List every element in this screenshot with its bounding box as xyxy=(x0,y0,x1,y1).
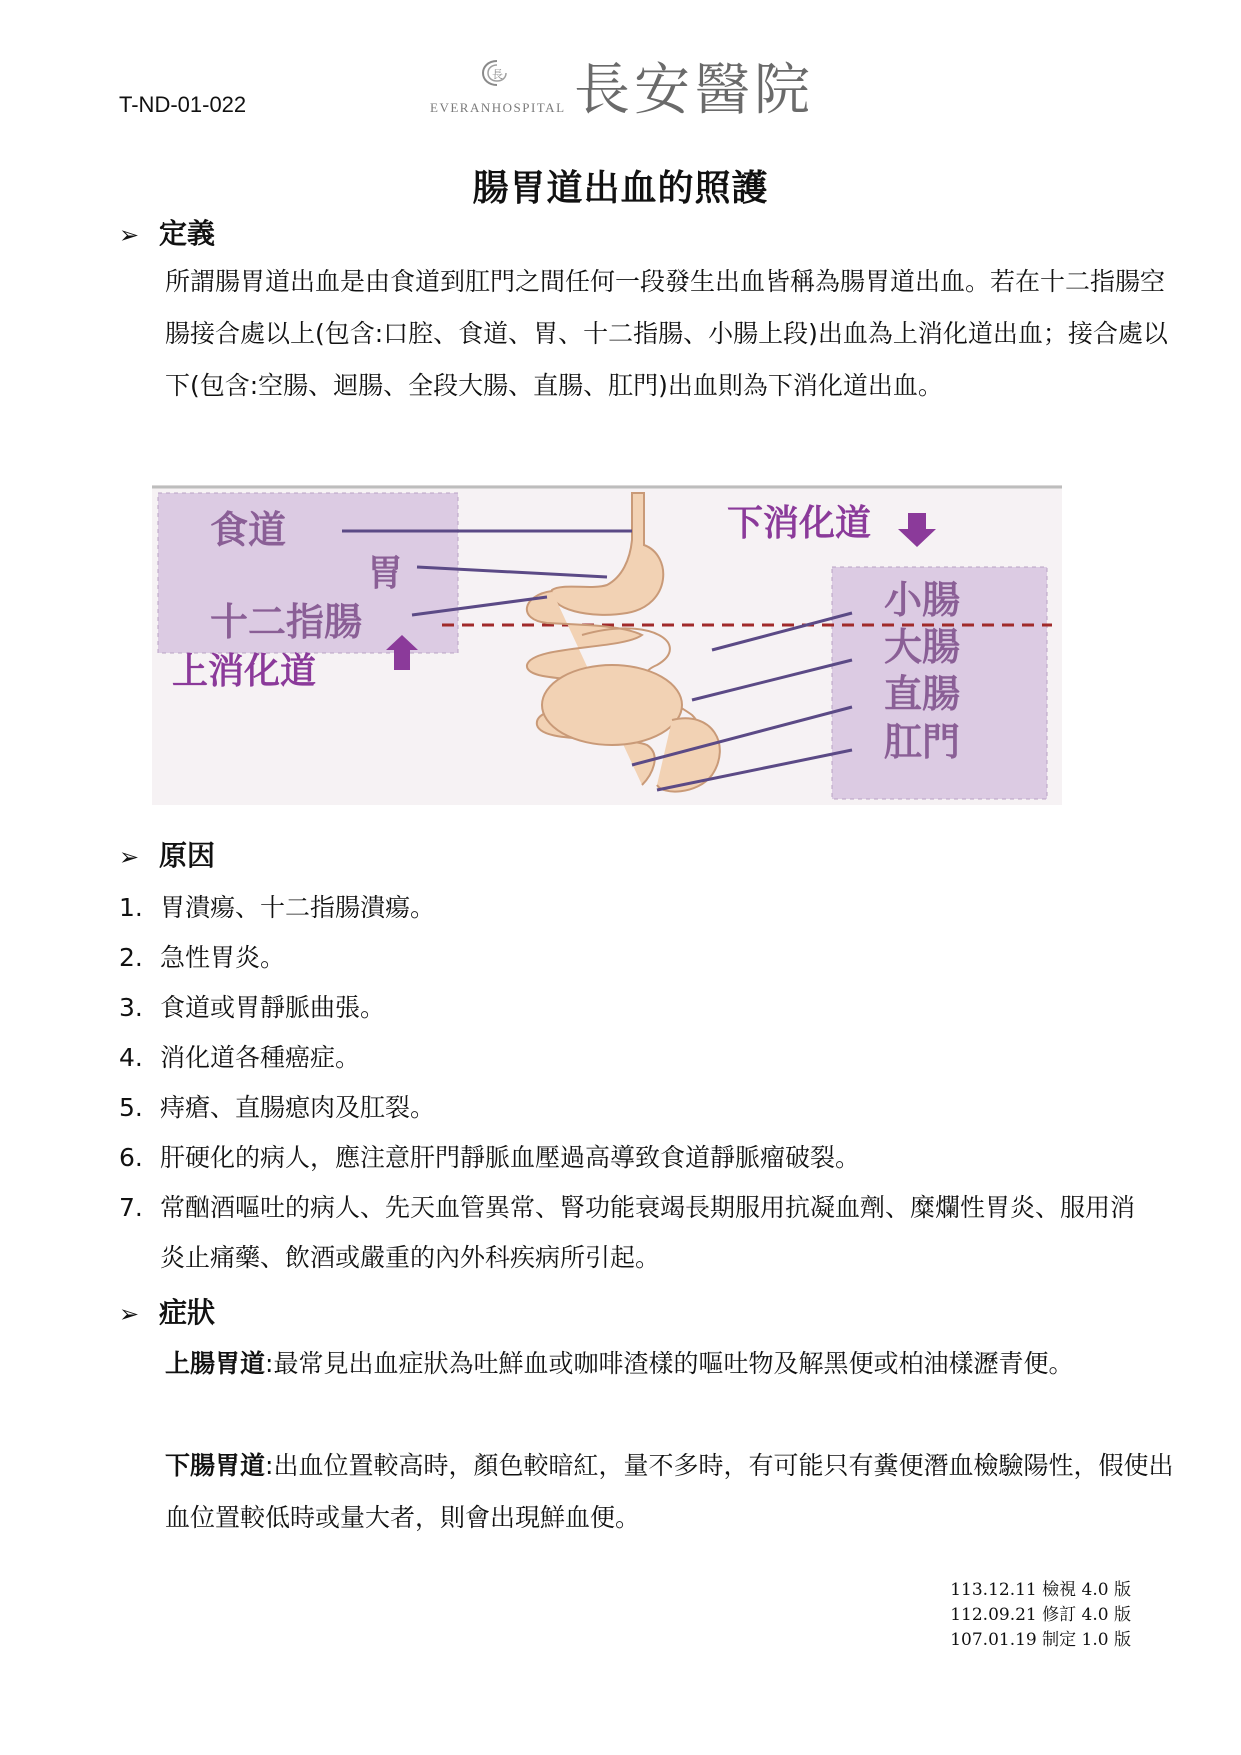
label-duodenum: 十二指腸 xyxy=(210,600,363,644)
item-number: 2. xyxy=(119,943,143,972)
label-upper-gi: 上消化道 xyxy=(172,651,317,692)
list-item xyxy=(119,1033,1139,1083)
logo-english-name: EVERANHOSPITAL xyxy=(430,100,566,115)
hospital-logo xyxy=(430,58,830,124)
section-heading-symptoms xyxy=(119,1291,215,1331)
heading-text: 症狀 xyxy=(159,1296,216,1329)
item-text: 常酗酒嘔吐的病人、先天血管異常、腎功能衰竭長期服用抗凝血劑、糜爛性胃炎、服用消炎止痛藥、飲酒或嚴重的內外科疾病所引起。 xyxy=(160,1193,1136,1272)
list-item xyxy=(119,883,1139,933)
symptom-lower-label: 下腸胃道 xyxy=(165,1451,266,1480)
symptom-upper-label: 上腸胃道 xyxy=(165,1349,266,1378)
item-number: 1. xyxy=(119,893,143,922)
bullet-arrow-icon: ➢ xyxy=(119,1300,140,1328)
item-text: 消化道各種癌症。 xyxy=(160,1043,361,1072)
label-rectum: 直腸 xyxy=(884,672,961,716)
item-text: 胃潰瘍、十二指腸潰瘍。 xyxy=(160,893,436,922)
document-code: T-ND-01-022 xyxy=(119,92,247,117)
list-item xyxy=(119,1133,1139,1183)
label-anus: 肛門 xyxy=(884,720,961,764)
section-heading-causes xyxy=(119,834,215,874)
item-number: 3. xyxy=(119,993,143,1022)
digestive-tract-diagram xyxy=(152,485,1062,805)
item-text: 肝硬化的病人，應注意肝門靜脈血壓過高導致食道靜脈瘤破裂。 xyxy=(160,1143,861,1172)
symptom-upper-paragraph xyxy=(119,1338,1175,1390)
svg-text:長: 長 xyxy=(492,68,503,81)
revision-line: 112.09.21 修訂 4.0 版 xyxy=(950,1605,1131,1625)
list-item xyxy=(119,1083,1139,1133)
list-item xyxy=(119,1183,1139,1283)
revision-line: 107.01.19 制定 1.0 版 xyxy=(950,1630,1131,1650)
hospital-emblem-icon xyxy=(480,58,514,88)
list-item xyxy=(119,983,1139,1033)
bullet-arrow-icon: ➢ xyxy=(119,843,140,871)
label-esophagus: 食道 xyxy=(210,508,287,552)
heading-text: 定義 xyxy=(159,217,216,250)
section-heading-definition xyxy=(119,212,215,252)
item-number: 7. xyxy=(119,1193,143,1222)
causes-list xyxy=(119,883,1139,1283)
item-number: 4. xyxy=(119,1043,143,1072)
symptom-lower-paragraph xyxy=(119,1440,1175,1544)
revision-line: 113.12.11 檢視 4.0 版 xyxy=(950,1580,1131,1600)
label-large-intestine: 大腸 xyxy=(884,625,961,669)
label-stomach: 胃 xyxy=(367,553,404,594)
list-item xyxy=(119,933,1139,983)
label-small-intestine: 小腸 xyxy=(884,578,961,622)
heading-text: 原因 xyxy=(159,839,216,872)
logo-chinese-name: 長安醫院 xyxy=(574,58,814,123)
item-text: 急性胃炎。 xyxy=(160,943,286,972)
item-text: 食道或胃靜脈曲張。 xyxy=(160,993,386,1022)
item-number: 5. xyxy=(119,1093,143,1122)
item-number: 6. xyxy=(119,1143,143,1172)
revision-history xyxy=(950,1578,1131,1653)
definition-paragraph: 所謂腸胃道出血是由食道到肛門之間任何一段發生出血皆稱為腸胃道出血。若在十二指腸空腸接合處以上(包含:口腔、食道、胃、十二指腸、小腸上段)出血為上消化道出血；接合處以下(包含:空腸、迴腸、全段大腸、直腸、肛門)出血則為下消化道出血。 xyxy=(165,267,1168,400)
label-lower-gi: 下消化道 xyxy=(727,503,872,544)
bullet-arrow-icon: ➢ xyxy=(119,221,140,249)
symptom-lower-text: :出血位置較高時，顏色較暗紅，量不多時，有可能只有糞便潛血檢驗陽性，假使出血位置較低時或量大者，則會出現鮮血便。 xyxy=(165,1451,1174,1532)
item-text: 痔瘡、直腸瘜肉及肛裂。 xyxy=(160,1093,436,1122)
page-title: 腸胃道出血的照護 xyxy=(472,168,769,209)
symptom-upper-text: :最常見出血症狀為吐鮮血或咖啡渣樣的嘔吐物及解黑便或柏油樣瀝青便。 xyxy=(265,1349,1074,1378)
